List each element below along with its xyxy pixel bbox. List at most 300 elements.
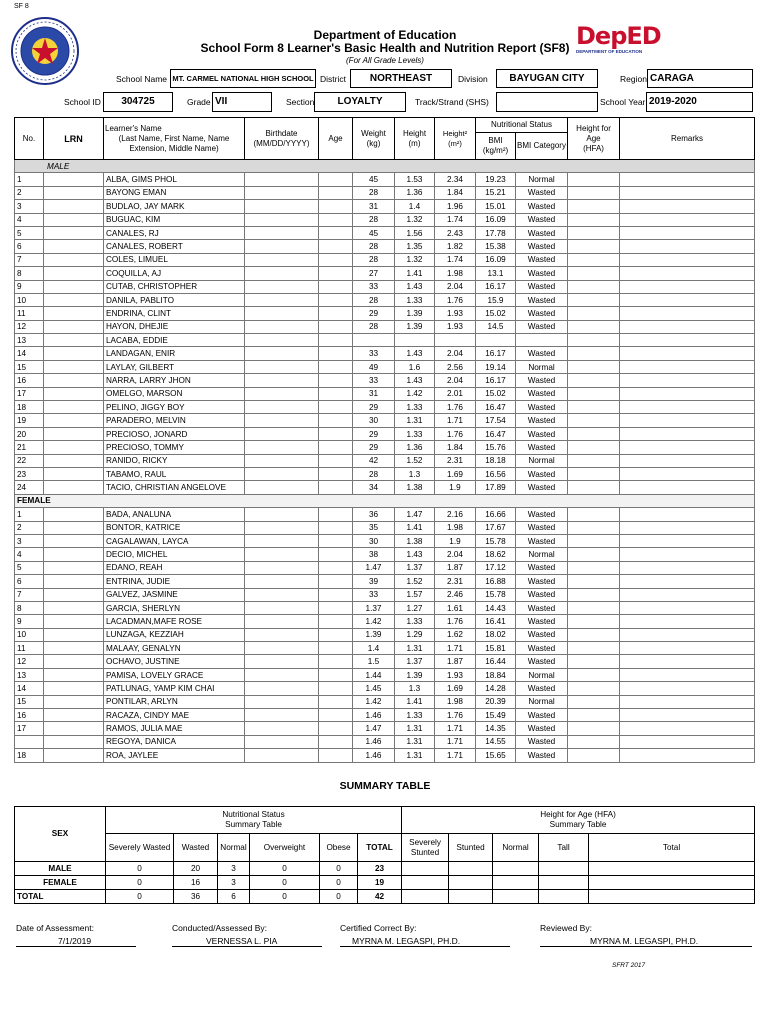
school-year-field[interactable]: 2019-2020 — [646, 92, 753, 112]
summary-row — [15, 890, 755, 904]
col-name-sub: (Last Name, First Name, Name Extension, Middle Name) — [118, 133, 230, 153]
row-remarks — [620, 401, 755, 414]
row-age — [319, 240, 353, 253]
row-learner-name: RACAZA, CINDY MAE — [104, 709, 245, 722]
row-height-squared: 2.04 — [435, 280, 476, 293]
row-age — [319, 280, 353, 293]
table-row — [15, 280, 755, 293]
table-row — [15, 467, 755, 480]
row-height: 1.37 — [395, 655, 435, 668]
row-birthdate — [245, 226, 319, 239]
row-height-squared: 1.84 — [435, 441, 476, 454]
row-bmi-category: Wasted — [516, 709, 568, 722]
summary-col-header: Tall — [539, 834, 589, 862]
row-no: 21 — [15, 441, 44, 454]
row-height: 1.41 — [395, 267, 435, 280]
summary-col-header: Stunted — [449, 834, 493, 862]
row-hfa — [568, 548, 620, 561]
table-row — [15, 521, 755, 534]
row-weight: 28 — [353, 240, 395, 253]
row-lrn — [44, 655, 104, 668]
row-hfa — [568, 213, 620, 226]
row-height: 1.36 — [395, 441, 435, 454]
row-birthdate — [245, 200, 319, 213]
row-birthdate — [245, 615, 319, 628]
table-row — [15, 655, 755, 668]
row-height: 1.43 — [395, 280, 435, 293]
row-hfa — [568, 240, 620, 253]
col-weight-unit: (kg) — [366, 138, 381, 148]
row-age — [319, 374, 353, 387]
row-height-squared: 1.76 — [435, 709, 476, 722]
row-bmi: 16.09 — [476, 213, 516, 226]
row-learner-name: TABAMO, RAUL — [104, 467, 245, 480]
row-lrn — [44, 441, 104, 454]
row-height: 1.43 — [395, 548, 435, 561]
row-remarks — [620, 173, 755, 186]
deped-logo-text: DepED — [576, 22, 661, 50]
school-id-field[interactable]: 304725 — [103, 92, 173, 112]
grade-label: Grade — [187, 97, 211, 107]
row-weight: 34 — [353, 481, 395, 494]
row-birthdate — [245, 642, 319, 655]
summary-cell: 0 — [250, 862, 320, 876]
row-age — [319, 173, 353, 186]
row-learner-name: BUDLAO, JAY MARK — [104, 200, 245, 213]
row-age — [319, 200, 353, 213]
row-remarks — [620, 521, 755, 534]
col-bmi — [476, 133, 516, 160]
row-lrn — [44, 374, 104, 387]
row-hfa — [568, 414, 620, 427]
summary-cell: 0 — [250, 890, 320, 904]
table-row — [15, 642, 755, 655]
table-row — [15, 601, 755, 614]
row-height-squared: 1.93 — [435, 668, 476, 681]
district-field[interactable]: NORTHEAST — [350, 69, 452, 88]
row-height-squared: 1.76 — [435, 427, 476, 440]
row-learner-name: RAMOS, JULIA MAE — [104, 722, 245, 735]
row-no: 1 — [15, 173, 44, 186]
row-remarks — [620, 293, 755, 306]
table-row — [15, 186, 755, 199]
track-field[interactable] — [496, 92, 598, 112]
row-learner-name: NARRA, LARRY JHON — [104, 374, 245, 387]
row-hfa — [568, 374, 620, 387]
summary-row-label: TOTAL — [15, 890, 106, 904]
row-learner-name: CAGALAWAN, LAYCA — [104, 534, 245, 547]
row-hfa — [568, 253, 620, 266]
table-row — [15, 722, 755, 735]
row-learner-name: CANALES, ROBERT — [104, 240, 245, 253]
row-remarks — [620, 655, 755, 668]
row-height-squared: 1.93 — [435, 320, 476, 333]
row-hfa — [568, 588, 620, 601]
row-learner-name: COLES, LIMUEL — [104, 253, 245, 266]
col-weight-title: Weight — [361, 128, 386, 138]
row-birthdate — [245, 414, 319, 427]
col-hfa-sub: (HFA) — [583, 143, 604, 153]
row-hfa — [568, 334, 620, 347]
row-hfa — [568, 655, 620, 668]
summary-cell: 19 — [358, 876, 402, 890]
table-row — [15, 414, 755, 427]
row-height-squared: 1.98 — [435, 521, 476, 534]
row-remarks — [620, 454, 755, 467]
row-hfa — [568, 521, 620, 534]
col-age: Age — [319, 118, 353, 160]
reviewed-name: MYRNA M. LEGASPI, PH.D. — [590, 936, 699, 946]
row-age — [319, 575, 353, 588]
row-height-squared: 2.04 — [435, 548, 476, 561]
row-lrn — [44, 534, 104, 547]
row-bmi-category — [516, 334, 568, 347]
row-bmi: 14.35 — [476, 722, 516, 735]
summary-title: SUMMARY TABLE — [339, 780, 431, 792]
table-row — [15, 387, 755, 400]
table-row — [15, 682, 755, 695]
row-no: 22 — [15, 454, 44, 467]
row-birthdate — [245, 521, 319, 534]
row-height: 1.35 — [395, 240, 435, 253]
summary-hfa-cell — [589, 862, 755, 876]
row-hfa — [568, 735, 620, 748]
summary-col-header: Total — [589, 834, 755, 862]
row-remarks — [620, 200, 755, 213]
row-birthdate — [245, 695, 319, 708]
row-lrn — [44, 508, 104, 521]
summary-col-header: Severely Stunted — [402, 834, 449, 862]
row-birthdate — [245, 213, 319, 226]
row-no: 5 — [15, 226, 44, 239]
col-height-title: Height — [402, 128, 427, 138]
row-age — [319, 642, 353, 655]
school-name-field[interactable]: MT. CARMEL NATIONAL HIGH SCHOOL — [170, 69, 316, 88]
date-value: 7/1/2019 — [58, 936, 92, 946]
row-bmi-category: Wasted — [516, 226, 568, 239]
row-birthdate — [245, 401, 319, 414]
row-hfa — [568, 534, 620, 547]
row-lrn — [44, 709, 104, 722]
row-no: 3 — [15, 200, 44, 213]
row-bmi-category: Wasted — [516, 615, 568, 628]
row-lrn — [44, 173, 104, 186]
row-weight: 35 — [353, 521, 395, 534]
row-learner-name: LUNZAGA, KEZZIAH — [104, 628, 245, 641]
row-learner-name: BADA, ANALUNA — [104, 508, 245, 521]
row-height-squared: 1.87 — [435, 561, 476, 574]
row-age — [319, 401, 353, 414]
summary-col-header: TOTAL — [358, 834, 402, 862]
row-hfa — [568, 668, 620, 681]
row-bmi: 16.17 — [476, 347, 516, 360]
female-section-label: FEMALE — [15, 494, 755, 507]
row-weight: 1.42 — [353, 695, 395, 708]
row-hfa — [568, 642, 620, 655]
row-birthdate — [245, 655, 319, 668]
row-weight: 28 — [353, 467, 395, 480]
row-hfa — [568, 280, 620, 293]
row-lrn — [44, 307, 104, 320]
row-age — [319, 387, 353, 400]
col-height — [395, 118, 435, 160]
row-bmi: 16.44 — [476, 655, 516, 668]
row-age — [319, 508, 353, 521]
row-lrn — [44, 695, 104, 708]
row-age — [319, 454, 353, 467]
col-bmi-unit: (kg/m²) — [482, 146, 509, 155]
row-bmi-category: Wasted — [516, 253, 568, 266]
row-bmi: 16.17 — [476, 280, 516, 293]
row-learner-name: GALVEZ, JASMINE — [104, 588, 245, 601]
row-learner-name: ENTRINA, JUDIE — [104, 575, 245, 588]
row-lrn — [44, 347, 104, 360]
row-hfa — [568, 267, 620, 280]
col-hfa — [568, 118, 620, 160]
row-bmi-category: Normal — [516, 454, 568, 467]
row-height: 1.3 — [395, 682, 435, 695]
row-bmi-category: Wasted — [516, 347, 568, 360]
row-bmi: 17.12 — [476, 561, 516, 574]
row-hfa — [568, 387, 620, 400]
row-learner-name: PONTILAR, ARLYN — [104, 695, 245, 708]
row-height-squared: 1.71 — [435, 722, 476, 735]
row-height-squared: 1.76 — [435, 401, 476, 414]
row-bmi: 15.21 — [476, 186, 516, 199]
table-row — [15, 173, 755, 186]
row-birthdate — [245, 628, 319, 641]
row-weight: 33 — [353, 588, 395, 601]
summary-hfa-cell — [589, 890, 755, 904]
col-no: No. — [15, 118, 44, 160]
table-row — [15, 749, 755, 762]
row-remarks — [620, 387, 755, 400]
female-rows — [15, 494, 755, 762]
section-label: Section — [286, 97, 315, 107]
row-birthdate — [245, 601, 319, 614]
row-remarks — [620, 334, 755, 347]
table-row — [15, 293, 755, 306]
row-no: 3 — [15, 534, 44, 547]
row-no: 23 — [15, 467, 44, 480]
male-section-label: MALE — [15, 160, 755, 173]
region-field[interactable]: CARAGA — [647, 69, 753, 88]
row-height: 1.43 — [395, 374, 435, 387]
row-birthdate — [245, 454, 319, 467]
row-lrn — [44, 615, 104, 628]
summary-cell: 0 — [320, 876, 358, 890]
col-birth-sub: (MM/DD/YYYY) — [253, 138, 310, 148]
summary-hfa-cell — [449, 862, 493, 876]
summary-cell: 0 — [106, 876, 174, 890]
row-no: 10 — [15, 293, 44, 306]
row-bmi: 19.23 — [476, 173, 516, 186]
summary-col-header: Obese — [320, 834, 358, 862]
row-lrn — [44, 668, 104, 681]
row-remarks — [620, 615, 755, 628]
row-hfa — [568, 601, 620, 614]
table-row — [15, 668, 755, 681]
row-birthdate — [245, 320, 319, 333]
row-bmi: 18.18 — [476, 454, 516, 467]
row-lrn — [44, 226, 104, 239]
table-row — [15, 374, 755, 387]
row-birthdate — [245, 267, 319, 280]
row-age — [319, 695, 353, 708]
row-height: 1.4 — [395, 200, 435, 213]
row-no: 15 — [15, 360, 44, 373]
summary-rows — [15, 862, 755, 904]
row-age — [319, 668, 353, 681]
table-row — [15, 307, 755, 320]
row-bmi-category: Wasted — [516, 682, 568, 695]
row-bmi: 17.67 — [476, 521, 516, 534]
row-birthdate — [245, 360, 319, 373]
row-hfa — [568, 226, 620, 239]
row-age — [319, 628, 353, 641]
row-weight: 42 — [353, 454, 395, 467]
row-height: 1.47 — [395, 508, 435, 521]
row-height: 1.53 — [395, 173, 435, 186]
row-bmi: 16.17 — [476, 374, 516, 387]
division-field[interactable]: BAYUGAN CITY — [496, 69, 598, 88]
row-height-squared: 1.98 — [435, 267, 476, 280]
row-birthdate — [245, 561, 319, 574]
row-lrn — [44, 387, 104, 400]
row-height: 1.33 — [395, 401, 435, 414]
row-hfa — [568, 561, 620, 574]
row-birthdate — [245, 173, 319, 186]
row-hfa — [568, 628, 620, 641]
row-no: 15 — [15, 695, 44, 708]
grade-field[interactable]: VII — [212, 92, 272, 112]
col-name-title: Learner's Name — [105, 123, 162, 133]
row-no: 14 — [15, 347, 44, 360]
summary-cell: 0 — [106, 890, 174, 904]
row-weight: 28 — [353, 293, 395, 306]
row-learner-name: BONTOR, KATRICE — [104, 521, 245, 534]
row-learner-name: DECIO, MICHEL — [104, 548, 245, 561]
table-row — [15, 347, 755, 360]
col-remarks: Remarks — [620, 118, 755, 160]
row-remarks — [620, 561, 755, 574]
row-height-squared: 1.69 — [435, 682, 476, 695]
row-hfa — [568, 347, 620, 360]
row-bmi: 18.02 — [476, 628, 516, 641]
row-bmi-category: Wasted — [516, 427, 568, 440]
row-birthdate — [245, 467, 319, 480]
summary-table — [14, 806, 755, 904]
row-learner-name: MALAAY, GENALYN — [104, 642, 245, 655]
row-birthdate — [245, 534, 319, 547]
table-row — [15, 695, 755, 708]
row-height-squared: 1.76 — [435, 293, 476, 306]
row-lrn — [44, 722, 104, 735]
row-no: 2 — [15, 521, 44, 534]
row-bmi: 13.1 — [476, 267, 516, 280]
row-bmi: 15.38 — [476, 240, 516, 253]
row-learner-name: DANILA, PABLITO — [104, 293, 245, 306]
row-birthdate — [245, 682, 319, 695]
row-lrn — [44, 414, 104, 427]
summary-cell: 3 — [218, 876, 250, 890]
row-remarks — [620, 320, 755, 333]
row-weight: 1.46 — [353, 735, 395, 748]
row-height-squared: 1.71 — [435, 749, 476, 762]
row-height: 1.52 — [395, 454, 435, 467]
row-age — [319, 226, 353, 239]
summary-col-header: Normal — [493, 834, 539, 862]
row-height-squared: 2.56 — [435, 360, 476, 373]
row-hfa — [568, 173, 620, 186]
row-height-squared: 2.04 — [435, 347, 476, 360]
row-hfa — [568, 427, 620, 440]
row-height: 1.52 — [395, 575, 435, 588]
table-row — [15, 481, 755, 494]
row-weight: 39 — [353, 575, 395, 588]
row-lrn — [44, 628, 104, 641]
row-remarks — [620, 374, 755, 387]
row-bmi: 15.78 — [476, 534, 516, 547]
row-birthdate — [245, 441, 319, 454]
row-lrn — [44, 575, 104, 588]
row-bmi: 16.47 — [476, 401, 516, 414]
row-remarks — [620, 441, 755, 454]
row-height-squared: 1.9 — [435, 534, 476, 547]
row-lrn — [44, 280, 104, 293]
row-bmi: 15.9 — [476, 293, 516, 306]
row-bmi: 20.39 — [476, 695, 516, 708]
row-bmi: 15.01 — [476, 200, 516, 213]
summary-cell: 20 — [174, 862, 218, 876]
row-lrn — [44, 682, 104, 695]
summary-col-header: Overweight — [250, 834, 320, 862]
row-remarks — [620, 601, 755, 614]
learner-table — [14, 117, 755, 763]
row-learner-name: OCHAVO, JUSTINE — [104, 655, 245, 668]
row-lrn — [44, 467, 104, 480]
row-remarks — [620, 695, 755, 708]
row-lrn — [44, 735, 104, 748]
form-title: School Form 8 Learner's Basic Health and Nutrition Report (SF8) — [200, 41, 570, 55]
row-age — [319, 441, 353, 454]
section-field[interactable]: LOYALTY — [314, 92, 406, 112]
row-weight: 31 — [353, 200, 395, 213]
row-height-squared: 2.31 — [435, 454, 476, 467]
division-label: Division — [458, 74, 488, 84]
row-remarks — [620, 709, 755, 722]
row-remarks — [620, 628, 755, 641]
row-bmi-category: Wasted — [516, 414, 568, 427]
row-lrn — [44, 240, 104, 253]
row-bmi-category: Wasted — [516, 642, 568, 655]
track-label: Track/Strand (SHS) — [415, 97, 489, 107]
summary-ns-title: Nutritional Status — [222, 810, 285, 819]
row-bmi: 15.78 — [476, 588, 516, 601]
row-age — [319, 427, 353, 440]
row-bmi: 15.49 — [476, 709, 516, 722]
row-age — [319, 481, 353, 494]
row-weight: 29 — [353, 427, 395, 440]
summary-hfa-cell — [539, 862, 589, 876]
row-height: 1.38 — [395, 534, 435, 547]
row-remarks — [620, 481, 755, 494]
row-bmi-category: Wasted — [516, 722, 568, 735]
row-weight: 1.39 — [353, 628, 395, 641]
row-height: 1.33 — [395, 427, 435, 440]
row-height: 1.31 — [395, 722, 435, 735]
row-lrn — [44, 401, 104, 414]
